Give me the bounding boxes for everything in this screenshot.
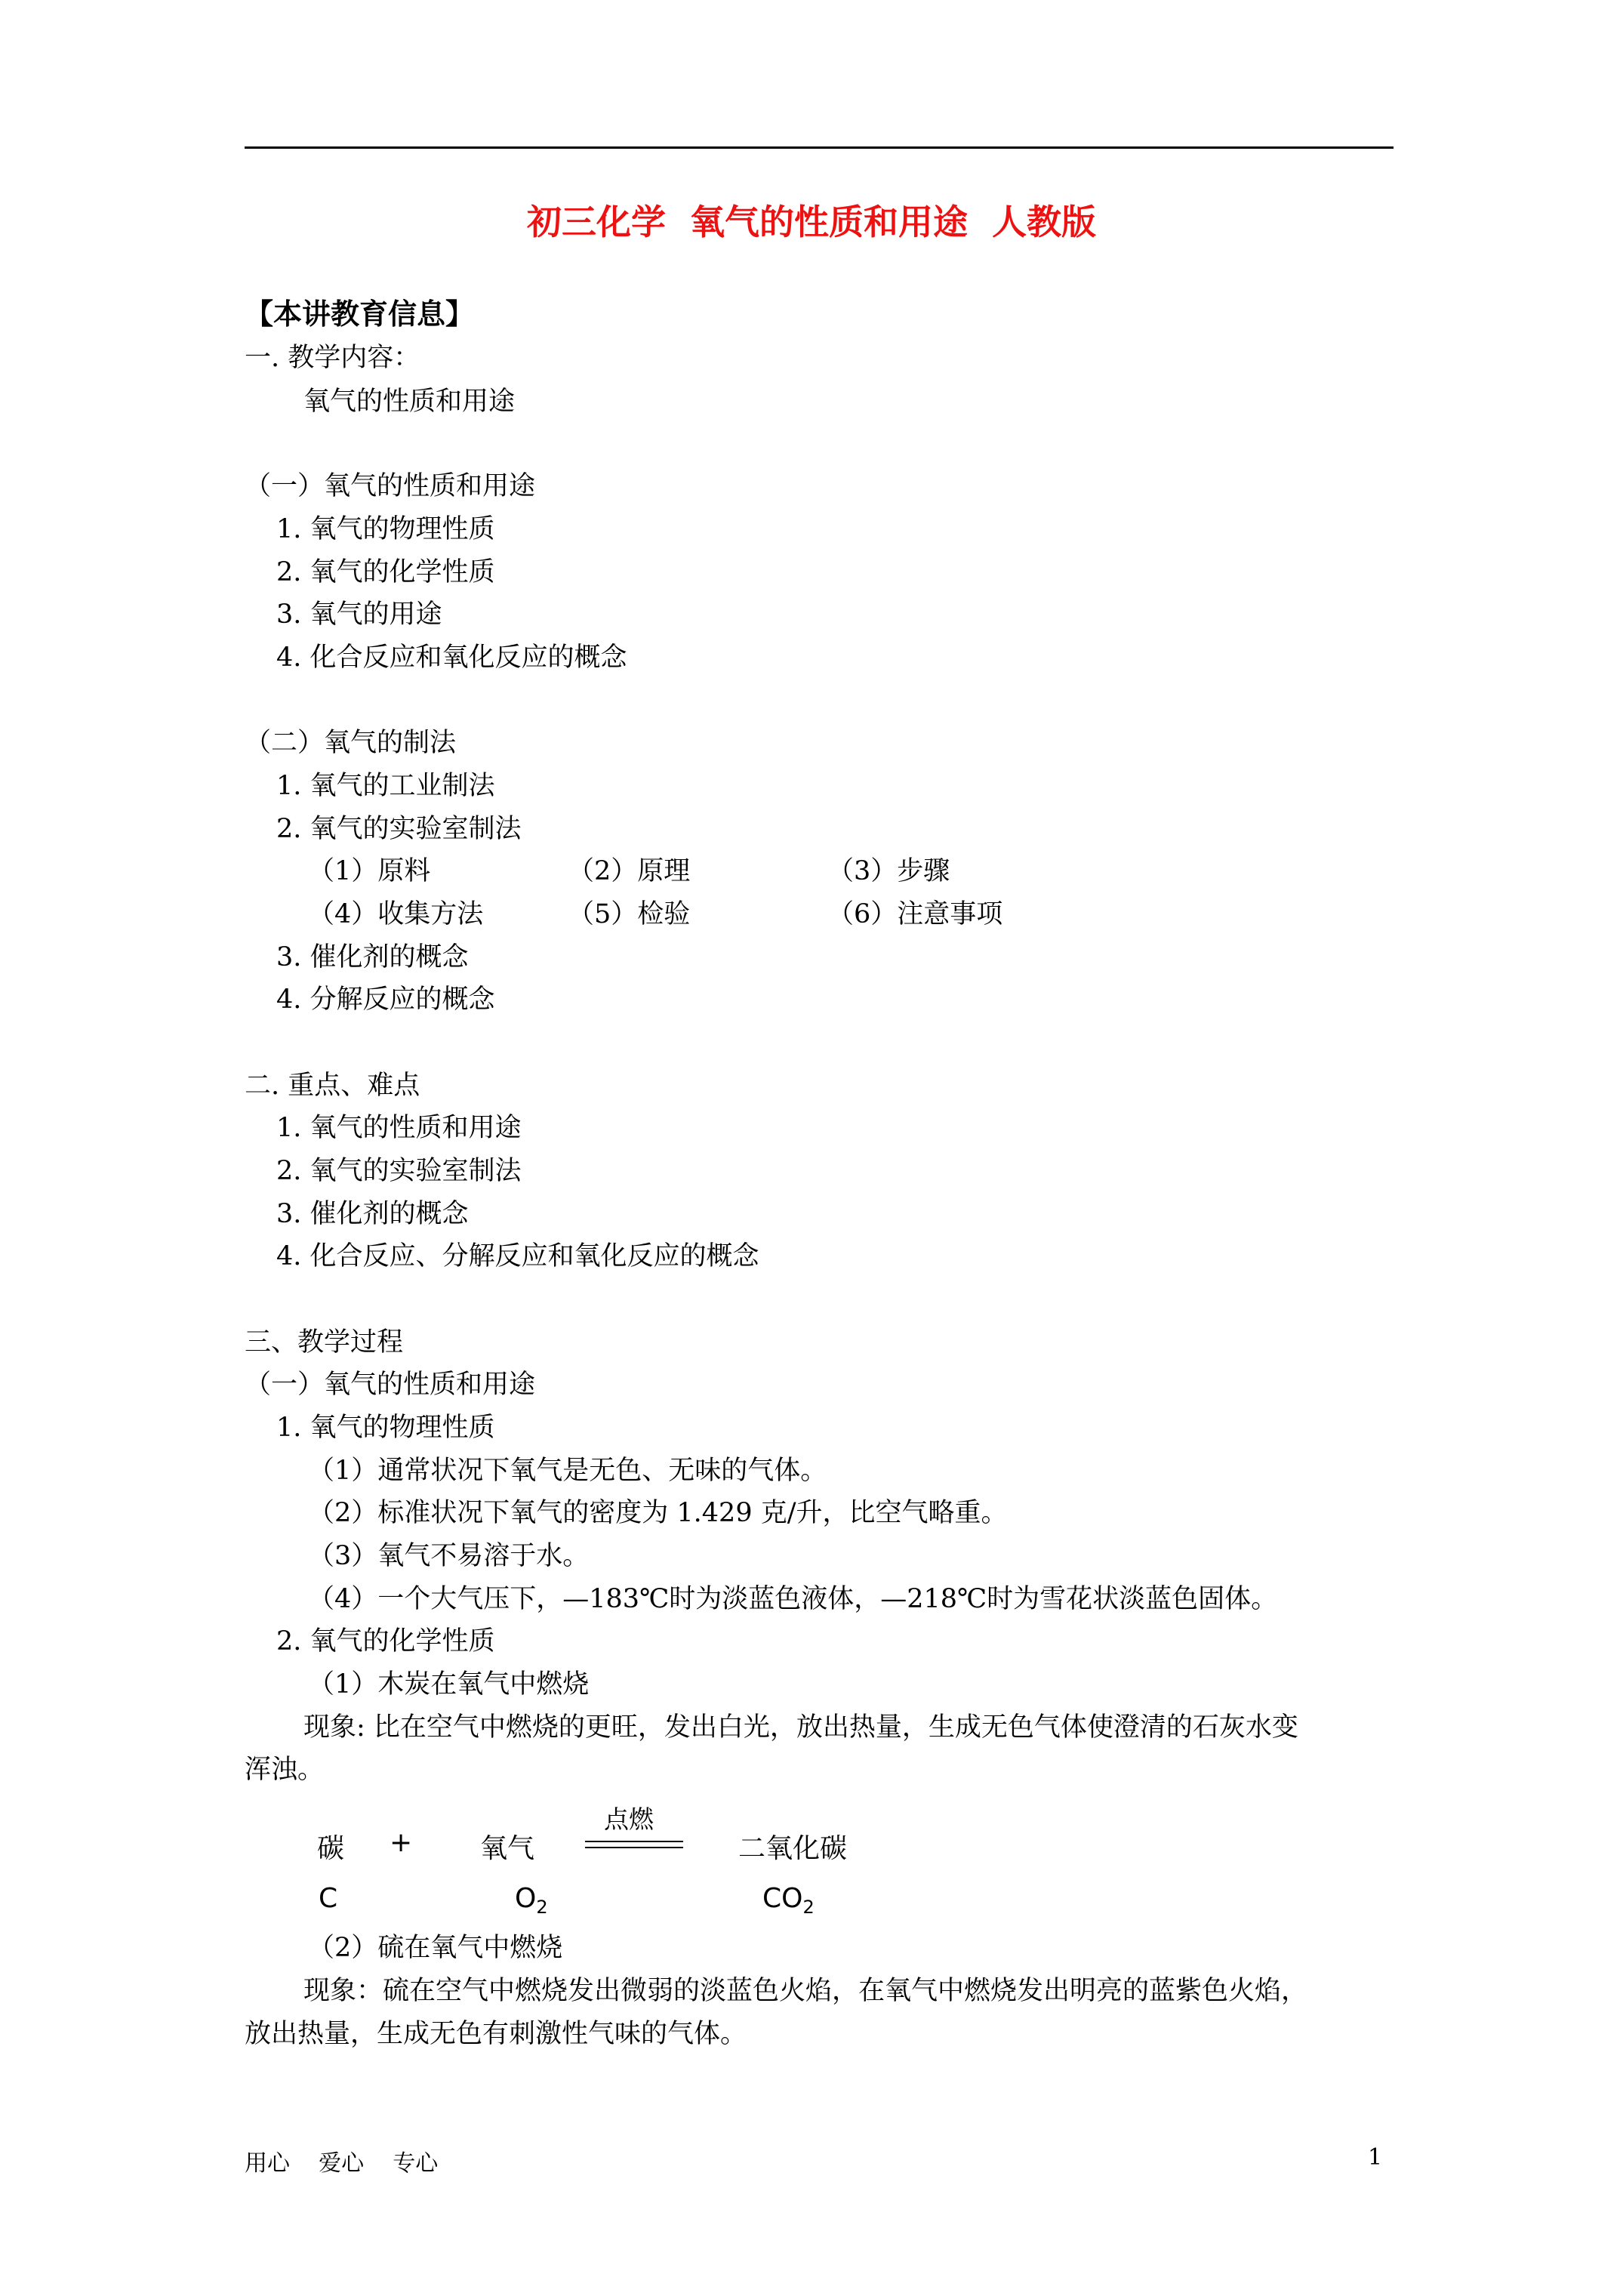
text-line: 二. 重点、难点	[245, 1071, 420, 1101]
text-line: 1. 氧气的工业制法	[276, 771, 495, 801]
text-line: （5）检验	[568, 899, 691, 929]
text-line: （一）氧气的性质和用途	[245, 471, 536, 501]
section-header: 【本讲教育信息】	[245, 297, 475, 331]
text-line: 浑浊。	[245, 1755, 325, 1785]
text-line: （6）注意事项	[827, 899, 1003, 929]
text-line: （2）标准状况下氧气的密度为 1.429 克/升，比空气略重。	[308, 1498, 1008, 1528]
text-line: （1）原料	[308, 856, 431, 886]
formula-co-symbol: CO	[762, 1883, 803, 1914]
text-line: 4. 化合反应和氧化反应的概念	[276, 643, 627, 673]
header-rule	[245, 146, 1394, 149]
text-line: （1）木炭在氧气中燃烧	[308, 1669, 590, 1700]
text-line: 3. 氧气的用途	[276, 599, 442, 630]
text-line: 2. 氧气的实验室制法	[276, 814, 522, 844]
text-line: 1. 氧气的物理性质	[276, 1413, 495, 1443]
equation-condition: 点燃	[604, 1804, 654, 1834]
text-line: 三、教学过程	[245, 1327, 404, 1358]
text-line: （一）氧气的性质和用途	[245, 1370, 536, 1400]
text-line: （2）原理	[568, 856, 691, 886]
document-title: 初三化学 氧气的性质和用途 人教版	[526, 202, 1097, 242]
formula-carbon: C	[319, 1883, 338, 1914]
text-line: 2. 氧气的化学性质	[276, 1626, 495, 1657]
equation-equals-sign	[585, 1841, 683, 1851]
text-line: 氧气的性质和用途	[303, 387, 516, 417]
text-line: （2）硫在氧气中燃烧	[308, 1933, 563, 1963]
text-line: 放出热量，生成无色有刺激性气味的气体。	[245, 2019, 747, 2049]
page-number: 1	[1368, 2144, 1383, 2171]
formula-oxygen	[515, 1883, 548, 1918]
text-line: （4）收集方法	[308, 899, 484, 929]
text-line: 1. 氧气的性质和用途	[276, 1113, 522, 1143]
equation-plus: +	[390, 1827, 413, 1858]
text-line: （3）步骤	[827, 856, 950, 886]
text-line: 现象: 比在空气中燃烧的更旺，发出白光，放出热量，生成无色气体使澄清的石灰水变	[303, 1712, 1298, 1743]
formula-carbon-dioxide	[762, 1883, 815, 1918]
text-line: 现象：硫在空气中燃烧发出微弱的淡蓝色火焰，在氧气中燃烧发出明亮的蓝紫色火焰，	[303, 1976, 1308, 2006]
text-line: 一. 教学内容：	[245, 343, 420, 373]
text-line: （3）氧气不易溶于水。	[308, 1541, 590, 1571]
equation-product: 二氧化碳	[738, 1833, 848, 1864]
text-line: 2. 氧气的实验室制法	[276, 1156, 522, 1186]
text-line: 4. 分解反应的概念	[276, 985, 495, 1015]
text-line: （二）氧气的制法	[245, 728, 457, 758]
equation-reactant-1: 碳	[317, 1833, 345, 1864]
text-line: （1）通常状况下氧气是无色、无味的气体。	[308, 1456, 827, 1486]
text-line: 3. 催化剂的概念	[276, 942, 469, 972]
text-line: 3. 催化剂的概念	[276, 1199, 469, 1229]
text-line: 2. 氧气的化学性质	[276, 557, 495, 587]
formula-oxygen-symbol: O	[515, 1883, 537, 1914]
text-line: 4. 化合反应、分解反应和氧化反应的概念	[276, 1241, 759, 1271]
text-line: （4）一个大气压下，—183℃时为淡蓝色液体，—218℃时为雪花状淡蓝色固体。	[308, 1584, 1278, 1614]
equation-reactant-2: 氧气	[480, 1833, 535, 1864]
formula-oxygen-subscript: 2	[536, 1897, 548, 1918]
text-line: 1. 氧气的物理性质	[276, 514, 495, 544]
formula-co-subscript: 2	[802, 1897, 815, 1918]
footer-motto: 用心 爱心 专心	[245, 2150, 439, 2177]
